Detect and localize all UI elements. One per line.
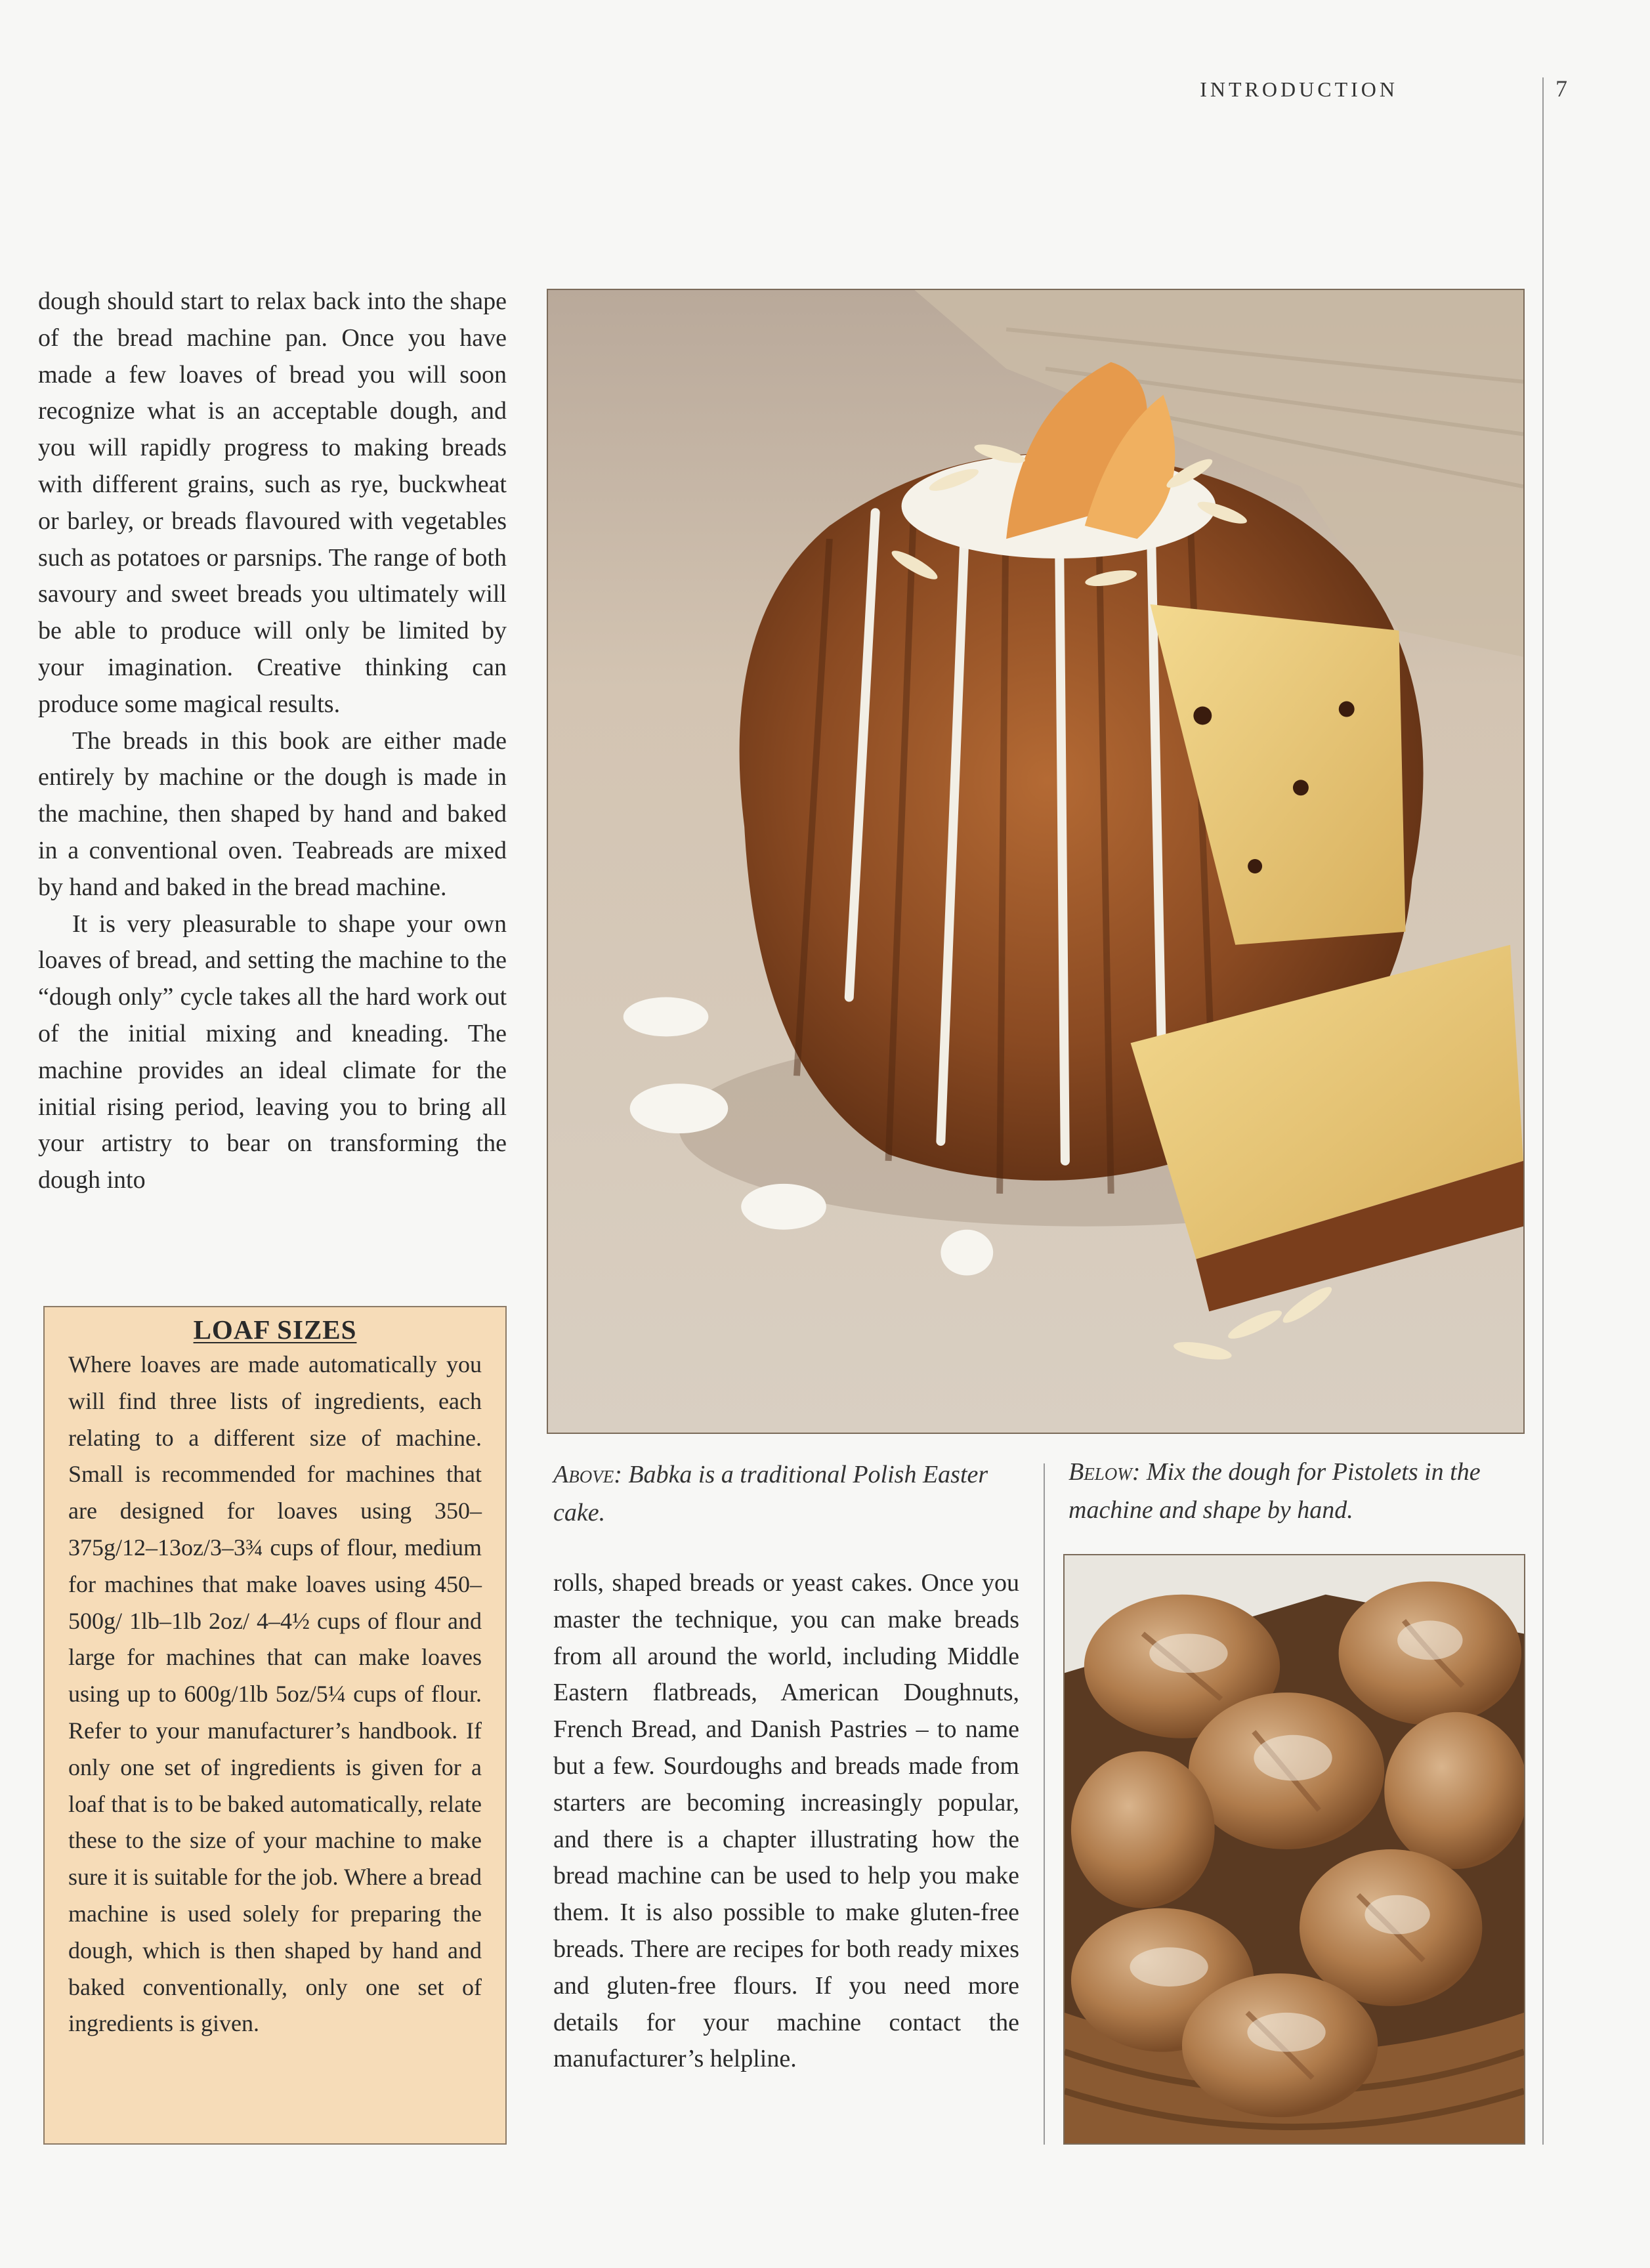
caption-above: [553, 1456, 1013, 1532]
caption-above-text: Babka is a traditional Polish Easter cake.: [553, 1461, 988, 1526]
page-number: 7: [1555, 75, 1567, 102]
running-head: INTRODUCTION: [1200, 77, 1398, 101]
sidebar-title: LOAF SIZES: [193, 1314, 357, 1345]
paragraph: dough should start to relax back into the shape of the bread machine pan. Once you have made a few loaves of bread you will soon recognize what is an acceptable dough, and you will rapidly progress to making breads with different grains, such as rye, buckwheat or barley, or breads flavoured with vegetables such as potatoes or parsnips. The range of both savoury and sweet breads you ultimately will be able to produce will only be limited by your imagination. Creative thinking can produce some magical results.: [38, 287, 507, 718]
caption-below-lead: Below:: [1068, 1458, 1141, 1486]
paragraph: The breads in this book are either made entirely by machine or the dough is made in the machine, then shaped by hand and baked in a conventional oven. Teabreads are mixed by hand and baked in the bread machine.: [38, 726, 507, 901]
column-rule: [1044, 1463, 1045, 2145]
header-rule: [1542, 77, 1544, 2145]
loaf-sizes-box: [43, 1306, 507, 2145]
caption-above-lead: Above:: [553, 1461, 622, 1488]
body-column-left: [38, 284, 507, 1199]
body-column-middle: [553, 1565, 1019, 2078]
pistolets-illustration: [1065, 1555, 1524, 2143]
paragraph: It is very pleasurable to shape your own loaves of bread, and setting the machine to the “dough only” cycle takes all the hard work out of the initial mixing and kneading. The machine provides an ideal climate for the initial rising period, leaving you to bring all your artistry to bear on transforming the dough into: [38, 910, 507, 1194]
caption-below-text: Mix the dough for Pistolets in the machine and shape by hand.: [1068, 1458, 1481, 1524]
babka-illustration: [548, 290, 1523, 1433]
pistolets-photo: [1063, 1554, 1525, 2145]
babka-photo: [547, 289, 1525, 1434]
sidebar-body: Where loaves are made automatically you will find three lists of ingredients, each relating to a different size of machine. Small is recommended for machines that are designed for loaves using 350–375g/12–13oz/3–3¾ cups of flour, medium for machines that make loaves using 450–500g/ 1lb–1lb 2oz/ 4–4½ cups of flour and large for machines that can make loaves using up to 600g/1lb 5oz/5¼ cups of flour. Refer to your manufacturer’s handbook. If only one set of ingredients is given for a loaf that is to be baked automatically, relate these to the size of your machine to make sure it is suitable for the job. Where a bread machine is used solely for preparing the dough, which is then shaped by hand and baked conventionally, only one set of ingredients is given.: [68, 1351, 482, 2037]
paragraph: rolls, shaped breads or yeast cakes. Once you master the technique, you can make breads from all around the world, including Middle Eastern flatbreads, American Doughnuts, French Bread, and Danish Pastries – to name but a few. Sourdoughs and breads made from starters are becoming increasingly popular, and there is a chapter illustrating how the bread machine can be used to help you make them. It is also possible to make gluten-free breads. There are recipes for both ready mixes and gluten-free flours. If you need more details for your machine contact the manufacturer’s helpline.: [553, 1569, 1019, 2073]
caption-below: [1068, 1453, 1521, 1529]
